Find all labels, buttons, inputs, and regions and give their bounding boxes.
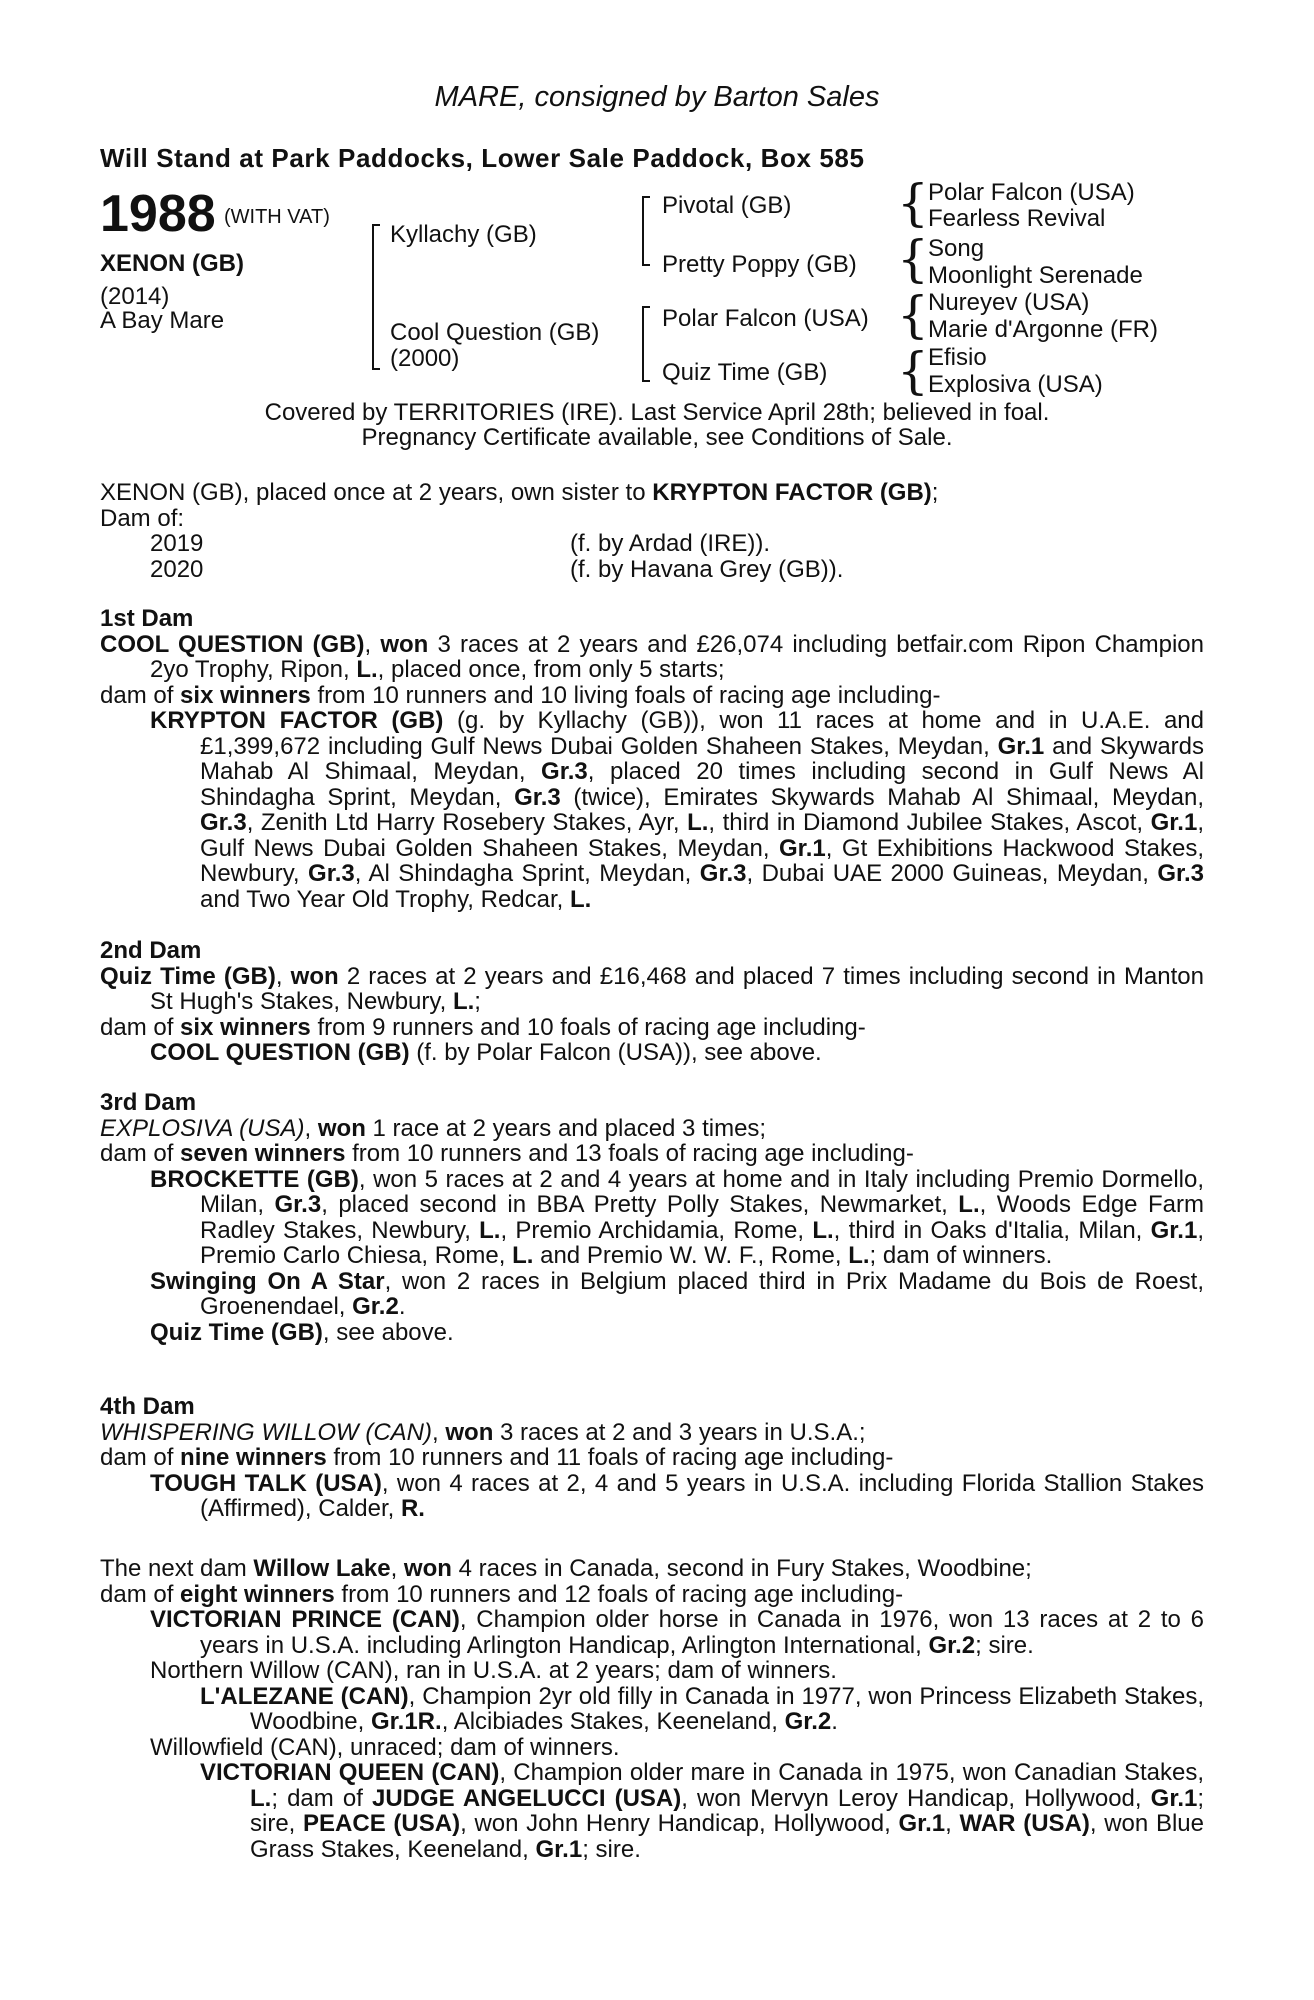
summary-text: from 10 runners and 13 foals of racing age including- bbox=[345, 1140, 914, 1167]
progeny-name: L'ALEZANE (CAN) bbox=[200, 1682, 409, 1710]
vat-note: (WITH VAT) bbox=[224, 206, 330, 228]
grade-label: L. bbox=[848, 1242, 870, 1269]
grade-label: L. bbox=[512, 1242, 534, 1269]
record-text: 3 races at 2 and 3 years in U.S.A.; bbox=[493, 1418, 866, 1446]
record-text: , placed once, from only 5 starts; bbox=[377, 656, 725, 683]
second-dam-record: Quiz Time (GB), won 2 races at 2 years and £16,468 and placed 7 times including second in Manton St Hugh's Stakes, Newbury, L.; bbox=[100, 962, 1204, 1015]
first-dam-produce-summary bbox=[100, 683, 1204, 709]
dam-name: WHISPERING WILLOW (CAN) bbox=[100, 1418, 433, 1446]
grade-label: Gr.3 bbox=[274, 1191, 322, 1218]
dam-name: EXPLOSIVA (USA) bbox=[100, 1114, 305, 1142]
grade-label: Gr.3 bbox=[541, 758, 588, 785]
grade-label: Gr.1 bbox=[898, 1810, 946, 1837]
dam-name: Quiz Time (GB) bbox=[100, 962, 276, 990]
record-text: , Dubai UAE 2000 Guineas, Meydan, bbox=[746, 860, 1158, 887]
fourth-dam-heading: 4th Dam bbox=[100, 1393, 195, 1420]
pedigree-brace-dam bbox=[642, 306, 644, 382]
third-dam-produce-summary bbox=[100, 1141, 1204, 1167]
covered-line-1: Covered by TERRITORIES (IRE). Last Service April 28th; believed in foal. bbox=[264, 399, 1050, 426]
record-text: ; sire, bbox=[250, 1784, 1205, 1837]
horse-name: XENON (GB) bbox=[100, 250, 244, 277]
record-text: , won Mervyn Leroy Handicap, Hollywood, bbox=[681, 1784, 1151, 1812]
second-dam-produce-summary bbox=[100, 1015, 1204, 1041]
pedigree-sds: Song bbox=[928, 235, 985, 262]
record-text: ; sire. bbox=[975, 1631, 1034, 1659]
dam-name: Willow Lake bbox=[253, 1555, 391, 1582]
stand-location: Will Stand at Park Paddocks, Lower Sale Paddock, Box 585 bbox=[100, 143, 865, 173]
summary-text: dam of bbox=[100, 1580, 181, 1608]
krypton-factor-record bbox=[100, 708, 1204, 912]
intro-line bbox=[100, 480, 1204, 506]
produce-year: 2019 bbox=[150, 530, 204, 557]
record-text: , see above. bbox=[322, 1318, 454, 1346]
won-label: won bbox=[317, 1114, 366, 1142]
record-text: , third in Oaks d'Italia, Milan, bbox=[833, 1216, 1151, 1244]
progeny-name: WAR (USA) bbox=[959, 1810, 1090, 1837]
progeny-name: Swinging On A Star bbox=[150, 1267, 385, 1295]
horse-description: A Bay Mare bbox=[100, 307, 225, 334]
progeny-name: KRYPTON FACTOR (GB) bbox=[150, 707, 444, 734]
pedigree-sss: Polar Falcon (USA) bbox=[928, 179, 1135, 206]
grade-label: L. bbox=[687, 809, 709, 836]
record-text: , Woods Edge Farm Radley Stakes, Newbury, bbox=[200, 1191, 1204, 1244]
horse-year: (2014) bbox=[100, 283, 170, 310]
record-text: , placed 20 times including second in Gulf News Al Shindagha Sprint, Meydan, bbox=[200, 758, 1204, 811]
grade-label: Gr.3 bbox=[200, 809, 247, 836]
record-text: , Gt Exhibitions Hackwood Stakes, Newbury, bbox=[200, 834, 1204, 887]
won-label: won bbox=[445, 1418, 494, 1446]
third-dam-heading: 3rd Dam bbox=[100, 1089, 197, 1116]
grade-label: Gr.3 bbox=[699, 860, 747, 887]
winners-count: seven winners bbox=[180, 1140, 346, 1167]
record-text: , third in Diamond Jubilee Stakes, Ascot, bbox=[708, 809, 1151, 836]
grade-label: Gr.2 bbox=[784, 1708, 832, 1735]
quiz-time-record bbox=[100, 1320, 1204, 1346]
third-dam-record: EXPLOSIVA (USA), won 1 race at 2 years and placed 3 times; bbox=[100, 1114, 767, 1142]
pedigree-dss: Nureyev (USA) bbox=[928, 289, 1090, 316]
next-dam-section bbox=[100, 1556, 1204, 1862]
record-text: , won Blue Grass Stakes, Keeneland, bbox=[250, 1810, 1204, 1863]
grade-label: Gr.1 bbox=[1150, 1784, 1198, 1812]
record-text: , placed second in BBA Pretty Polly Stakes, Newmarket, bbox=[321, 1191, 959, 1218]
won-label: won bbox=[403, 1555, 452, 1582]
willowfield-record: Willowfield (CAN), unraced; dam of winners. bbox=[150, 1733, 620, 1761]
progeny-name: JUDGE ANGELUCCI (USA) bbox=[371, 1784, 682, 1812]
summary-text: from 10 runners and 10 living foals of racing age including- bbox=[310, 681, 941, 709]
summary-text: from 10 runners and 12 foals of racing age including- bbox=[334, 1580, 904, 1608]
pedigree-sire: Kyllachy (GB) bbox=[390, 221, 537, 248]
pedigree-ssd: Fearless Revival bbox=[928, 205, 1106, 232]
summary-text: dam of bbox=[100, 681, 181, 709]
record-text: , Premio Archidamia, Rome, bbox=[500, 1216, 813, 1244]
swinging-on-a-star-record bbox=[100, 1269, 1204, 1320]
record-text: , won John Henry Handicap, Hollywood, bbox=[460, 1810, 899, 1837]
summary-text: dam of bbox=[100, 1140, 181, 1167]
won-label: won bbox=[290, 962, 339, 990]
northern-willow-record: Northern Willow (CAN), ran in U.S.A. at 2 years; dam of winners. bbox=[150, 1657, 837, 1684]
record-text: , Premio Carlo Chiesa, Rome, bbox=[200, 1216, 1204, 1269]
next-dam-record bbox=[100, 1556, 1204, 1582]
pedigree-brace-main bbox=[372, 224, 374, 370]
record-text: (f. by Polar Falcon (USA)), see above. bbox=[409, 1039, 822, 1066]
pedigree-dam: Cool Question (GB) bbox=[390, 319, 600, 346]
second-dam-heading: 2nd Dam bbox=[100, 937, 202, 964]
record-text: , won 4 races at 2, 4 and 5 years in U.S.A. including Florida Stallion Stakes (Affirmed), Calder, bbox=[200, 1469, 1205, 1522]
victorian-prince-record bbox=[100, 1607, 1204, 1658]
progeny-name: PEACE (USA) bbox=[303, 1810, 461, 1837]
record-text: , Champion older horse in Canada in 1976, won 13 races at 2 to 6 years in U.S.A. including Arlington Handicap, Arlington International, bbox=[200, 1606, 1204, 1659]
record-text: 1 race at 2 years and placed 3 times; bbox=[365, 1114, 767, 1142]
grade-label: Gr.2 bbox=[928, 1631, 976, 1659]
page-title: MARE, consigned by Barton Sales bbox=[434, 81, 880, 113]
produce-detail: (f. by Ardad (IRE)). bbox=[570, 530, 771, 557]
progeny-name: COOL QUESTION (GB) bbox=[150, 1039, 410, 1066]
pedigree-dam-year: (2000) bbox=[390, 345, 460, 372]
second-dam-section bbox=[100, 938, 1204, 1066]
grade-label: L. bbox=[479, 1216, 501, 1244]
grade-label: Gr.1 bbox=[535, 1835, 583, 1863]
produce-section bbox=[100, 480, 1204, 582]
first-dam-heading: 1st Dam bbox=[100, 605, 194, 632]
summary-text: dam of bbox=[100, 1444, 181, 1471]
record-text: , Al Shindagha Sprint, Meydan, bbox=[354, 860, 700, 887]
produce-detail: (f. by Havana Grey (GB)). bbox=[570, 555, 844, 583]
record-text: and Premio W. W. F., Rome, bbox=[533, 1242, 849, 1269]
grade-label: L. bbox=[812, 1216, 834, 1244]
record-text: , bbox=[945, 1810, 960, 1837]
record-text: 4 races in Canada, second in Fury Stakes, Woodbine; bbox=[451, 1555, 1032, 1582]
record-text: , Gulf News Dubai Golden Shaheen Stakes, Meydan, bbox=[200, 809, 1204, 862]
record-text: and Skywards Mahab Al Shimaal, Meydan, bbox=[200, 732, 1204, 785]
fourth-dam-produce-summary bbox=[100, 1445, 1204, 1471]
record-text: , Champion 2yr old filly in Canada in 1977, won Princess Elizabeth Stakes, Woodbine, bbox=[250, 1682, 1205, 1735]
brockette-record bbox=[100, 1167, 1204, 1269]
record-text: ; sire. bbox=[582, 1835, 641, 1863]
pedigree-curly-3: { bbox=[897, 286, 929, 344]
grade-label: Gr.1 bbox=[1150, 809, 1198, 836]
record-text: 3 races at 2 years and £26,074 including betfair.com Ripon Champion 2yo Trophy, Ripon, bbox=[150, 630, 1204, 683]
record-text: ; dam of winners. bbox=[869, 1242, 1053, 1269]
grade-label: Gr.1 bbox=[1150, 1216, 1198, 1244]
grade-label: R. bbox=[400, 1495, 425, 1522]
record-text: , bbox=[390, 1555, 404, 1582]
record-text: (g. by Kyllachy (GB)), won 11 races at home and in U.A.E. and £1,399,672 including Gulf News Dubai Golden Shaheen Stakes, Meydan, bbox=[200, 707, 1204, 760]
pedigree-curly-1: { bbox=[897, 174, 929, 232]
grade-label: Gr.2 bbox=[352, 1293, 399, 1320]
progeny-name: TOUGH TALK (USA) bbox=[150, 1469, 382, 1497]
pedigree-curly-4: { bbox=[897, 342, 929, 400]
record-text: , won 5 races at 2 and 4 years at home and in Italy including Premio Dormello, Milan, bbox=[200, 1165, 1205, 1218]
intro-text-end: ; bbox=[931, 479, 939, 506]
third-dam-section bbox=[100, 1090, 1204, 1345]
grade-label: L. bbox=[452, 988, 475, 1015]
grade-label: L. bbox=[250, 1784, 272, 1812]
progeny-name: BROCKETTE (GB) bbox=[150, 1165, 359, 1193]
progeny-name: VICTORIAN QUEEN (CAN) bbox=[200, 1759, 500, 1786]
summary-text: from 9 runners and 10 foals of racing age including- bbox=[310, 1013, 866, 1041]
pedigree-dds: Efisio bbox=[928, 344, 987, 371]
grade-label: Gr.3 bbox=[1157, 860, 1205, 887]
pedigree-dam-dam: Quiz Time (GB) bbox=[662, 359, 828, 386]
pedigree-dam-sire: Polar Falcon (USA) bbox=[662, 305, 869, 332]
pedigree-brace-sire bbox=[642, 196, 644, 266]
record-text: . bbox=[831, 1708, 838, 1735]
intro-text: XENON (GB), placed once at 2 years, own sister to bbox=[100, 479, 653, 506]
produce-year: 2020 bbox=[150, 555, 204, 583]
winners-count: eight winners bbox=[180, 1580, 335, 1608]
tough-talk-record bbox=[100, 1471, 1204, 1522]
next-dam-produce-summary bbox=[100, 1582, 1204, 1608]
record-text: , won 2 races in Belgium placed third in Prix Madame du Bois de Roest, Groenendael, bbox=[200, 1267, 1204, 1320]
lalezane-record bbox=[100, 1684, 1204, 1735]
dam-name: COOL QUESTION (GB) bbox=[100, 630, 365, 658]
grade-label: Gr.1R. bbox=[370, 1708, 442, 1735]
dam-of-label: Dam of: bbox=[100, 504, 185, 532]
progeny-name: Quiz Time (GB) bbox=[150, 1318, 323, 1346]
first-dam-section bbox=[100, 606, 1204, 912]
winners-count: six winners bbox=[180, 1013, 311, 1041]
record-text: The next dam bbox=[100, 1555, 254, 1582]
first-dam-record: COOL QUESTION (GB), won 3 races at 2 years and £26,074 including betfair.com Ripon Champion 2yo Trophy, Ripon, L., placed once, from only 5 starts; bbox=[100, 630, 1204, 683]
record-text: , Alcibiades Stakes, Keeneland, bbox=[441, 1708, 785, 1735]
fourth-dam-section bbox=[100, 1394, 1204, 1522]
summary-text: dam of bbox=[100, 1013, 181, 1041]
produce-row bbox=[100, 531, 1204, 557]
covered-line-2: Pregnancy Certificate available, see Conditions of Sale. bbox=[361, 424, 953, 451]
grade-label: Gr.3 bbox=[514, 783, 561, 811]
lot-number: 1988 bbox=[100, 185, 216, 243]
pedigree-sire-sire: Pivotal (GB) bbox=[662, 192, 792, 219]
pedigree-sire-dam: Pretty Poppy (GB) bbox=[662, 251, 857, 278]
progeny-name: VICTORIAN PRINCE (CAN) bbox=[150, 1606, 460, 1633]
record-text: ; bbox=[474, 988, 481, 1015]
produce-row bbox=[100, 557, 1204, 583]
record-text: , Champion older mare in Canada in 1975, won Canadian Stakes, bbox=[499, 1759, 1204, 1786]
grade-label: Gr.1 bbox=[997, 732, 1045, 760]
record-text: . bbox=[398, 1293, 406, 1320]
grade-label: L. bbox=[356, 656, 378, 683]
pedigree-sdd: Moonlight Serenade bbox=[928, 262, 1143, 289]
pedigree-ddd: Explosiva (USA) bbox=[928, 371, 1103, 398]
intro-sibling-name: KRYPTON FACTOR (GB) bbox=[652, 479, 932, 506]
won-label: won bbox=[380, 630, 429, 658]
pedigree-curly-2: { bbox=[897, 230, 929, 288]
winners-count: nine winners bbox=[180, 1444, 327, 1471]
pedigree-dsd: Marie d'Argonne (FR) bbox=[928, 316, 1158, 343]
fourth-dam-record: WHISPERING WILLOW (CAN), won 3 races at 2 and 3 years in U.S.A.; bbox=[100, 1418, 866, 1446]
record-text: ; dam of bbox=[271, 1784, 372, 1812]
summary-text: from 10 runners and 11 foals of racing age including- bbox=[326, 1444, 894, 1471]
winners-count: six winners bbox=[180, 681, 311, 709]
cool-question-record bbox=[100, 1040, 1204, 1066]
grade-label: Gr.3 bbox=[308, 860, 355, 887]
record-text: and Two Year Old Trophy, Redcar, bbox=[200, 885, 571, 913]
grade-label: Gr.1 bbox=[779, 834, 826, 862]
record-text: 2 races at 2 years and £16,468 and placed 7 times including second in Manton St Hugh's Stakes, Newbury, bbox=[150, 962, 1204, 1015]
record-text: (twice), Emirates Skywards Mahab Al Shimaal, Meydan, bbox=[560, 783, 1204, 811]
victorian-queen-record bbox=[100, 1760, 1204, 1862]
record-text: , Zenith Ltd Harry Rosebery Stakes, Ayr, bbox=[246, 809, 688, 836]
grade-label: L. bbox=[958, 1191, 980, 1218]
grade-label: L. bbox=[570, 885, 592, 913]
